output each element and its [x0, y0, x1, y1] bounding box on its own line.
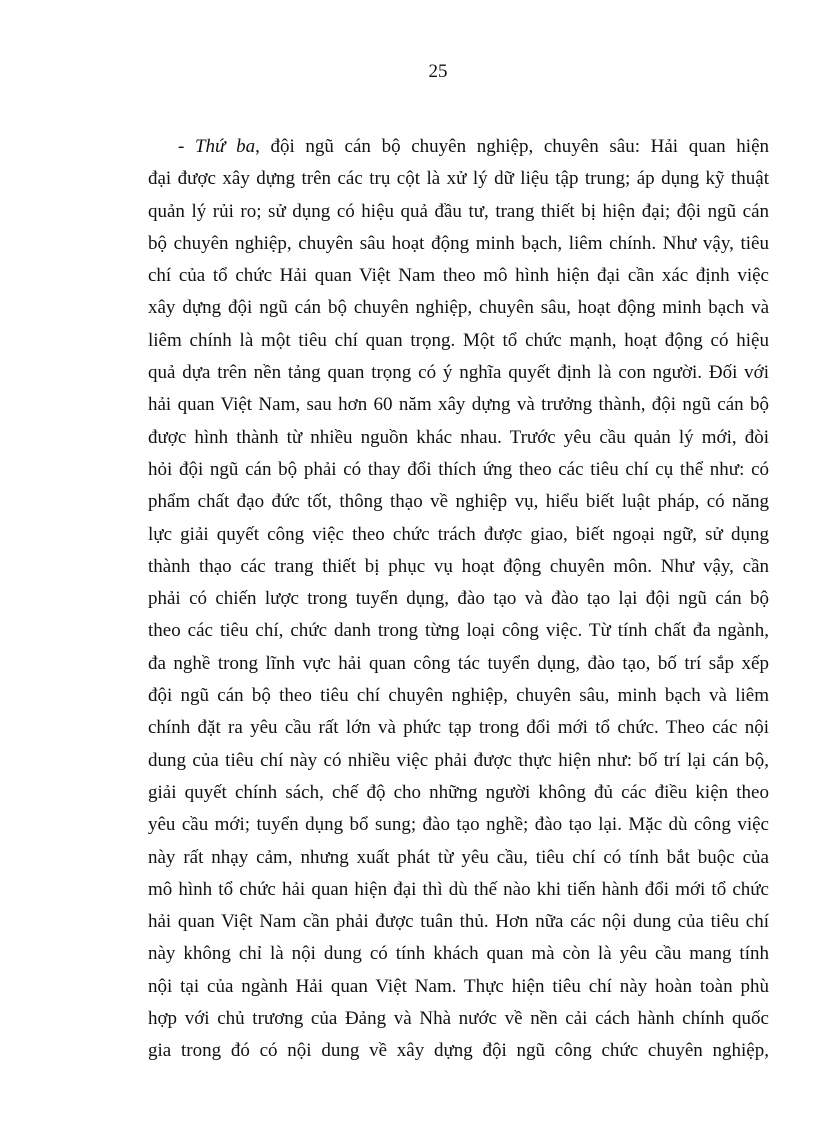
- text-line-27: nội tại của ngành Hải quan Việt Nam. Thực hiện tiêu chí này hoàn toàn phù: [148, 975, 769, 997]
- text-line-18: đội ngũ cán bộ theo tiêu chí chuyên nghiệp, chuyên sâu, minh bạch và liêm: [148, 685, 769, 707]
- text-line-1-rest: , đội ngũ cán bộ chuyên nghiệp, chuyên sâu: Hải quan hiện: [255, 136, 770, 157]
- text-line-24: mô hình tổ chức hải quan hiện đại thì dù thế nào khi tiến hành đổi mới tổ chức: [148, 878, 769, 900]
- text-line-26: này không chỉ là nội dung có tính khách quan mà còn là yêu cầu mang tính: [148, 943, 769, 965]
- text-line-29: gia trong đó có nội dung về xây dựng đội ngũ công chức chuyên nghiệp,: [148, 1040, 769, 1062]
- text-line-1: [148, 131, 769, 163]
- text-line-3: quản lý rủi ro; sử dụng có hiệu quả đầu tư, trang thiết bị hiện đại; đội ngũ cán: [148, 200, 769, 222]
- text-line-7: liêm chính là một tiêu chí quan trọng. Một tổ chức mạnh, hoạt động có hiệu: [148, 329, 769, 351]
- text-line-21: giải quyết chính sách, chế độ cho những người không đủ các điều kiện theo: [148, 781, 769, 803]
- text-line-20: dung của tiêu chí này có nhiều việc phải được thực hiện như: bố trí lại cán bộ,: [148, 749, 769, 771]
- text-line-12: phẩm chất đạo đức tốt, thông thạo về nghiệp vụ, hiểu biết luật pháp, có năng: [148, 491, 769, 513]
- text-line-9: hải quan Việt Nam, sau hơn 60 năm xây dựng và trưởng thành, đội ngũ cán bộ: [148, 394, 769, 416]
- text-line-11: hỏi đội ngũ cán bộ phải có thay đổi thích ứng theo các tiêu chí cụ thể như: có: [148, 458, 769, 480]
- text-line-23: này rất nhạy cảm, nhưng xuất phát từ yêu cầu, tiêu chí có tính bắt buộc của: [148, 846, 769, 868]
- lead-dash: -: [178, 136, 195, 157]
- text-line-5: chí của tổ chức Hải quan Việt Nam theo mô hình hiện đại cần xác định việc: [148, 265, 769, 287]
- lead-emphasis: Thứ ba: [194, 136, 256, 157]
- text-line-17: đa nghề trong lĩnh vực hải quan công tác tuyển dụng, đào tạo, bố trí sắp xếp: [148, 652, 769, 674]
- text-line-28: hợp với chủ trương của Đảng và Nhà nước về nền cải cách hành chính quốc: [148, 1008, 769, 1030]
- text-line-4: bộ chuyên nghiệp, chuyên sâu hoạt động minh bạch, liêm chính. Như vậy, tiêu: [148, 232, 769, 254]
- text-line-8: quả dựa trên nền tảng quan trọng có ý nghĩa quyết định là con người. Đối với: [148, 362, 769, 384]
- text-line-16: theo các tiêu chí, chức danh trong từng loại công việc. Từ tính chất đa ngành,: [148, 620, 769, 642]
- text-line-22: yêu cầu mới; tuyển dụng bổ sung; đào tạo nghề; đào tạo lại. Mặc dù công việc: [148, 814, 769, 836]
- text-line-25: hải quan Việt Nam cần phải được tuân thủ. Hơn nữa các nội dung của tiêu chí: [148, 911, 769, 933]
- text-line-10: được hình thành từ nhiều nguồn khác nhau. Trước yêu cầu quản lý mới, đòi: [148, 426, 769, 448]
- text-line-2: đại được xây dựng trên các trụ cột là xử lý dữ liệu tập trung; áp dụng kỹ thuật: [148, 168, 769, 190]
- body-paragraph: [148, 131, 769, 1068]
- text-line-13: lực giải quyết công việc theo chức trách được giao, biết ngoại ngữ, sử dụng: [148, 523, 769, 545]
- page-number: 25: [428, 61, 448, 82]
- text-line-14: thành thạo các trang thiết bị phục vụ hoạt động chuyên môn. Như vậy, cần: [148, 555, 769, 577]
- text-line-19: chính đặt ra yêu cầu rất lớn và phức tạp trong đổi mới tổ chức. Theo các nội: [148, 717, 769, 739]
- text-line-6: xây dựng đội ngũ cán bộ chuyên nghiệp, chuyên sâu, hoạt động minh bạch và: [148, 297, 769, 319]
- text-line-15: phải có chiến lược trong tuyển dụng, đào tạo và đào tạo lại đội ngũ cán bộ: [148, 588, 769, 610]
